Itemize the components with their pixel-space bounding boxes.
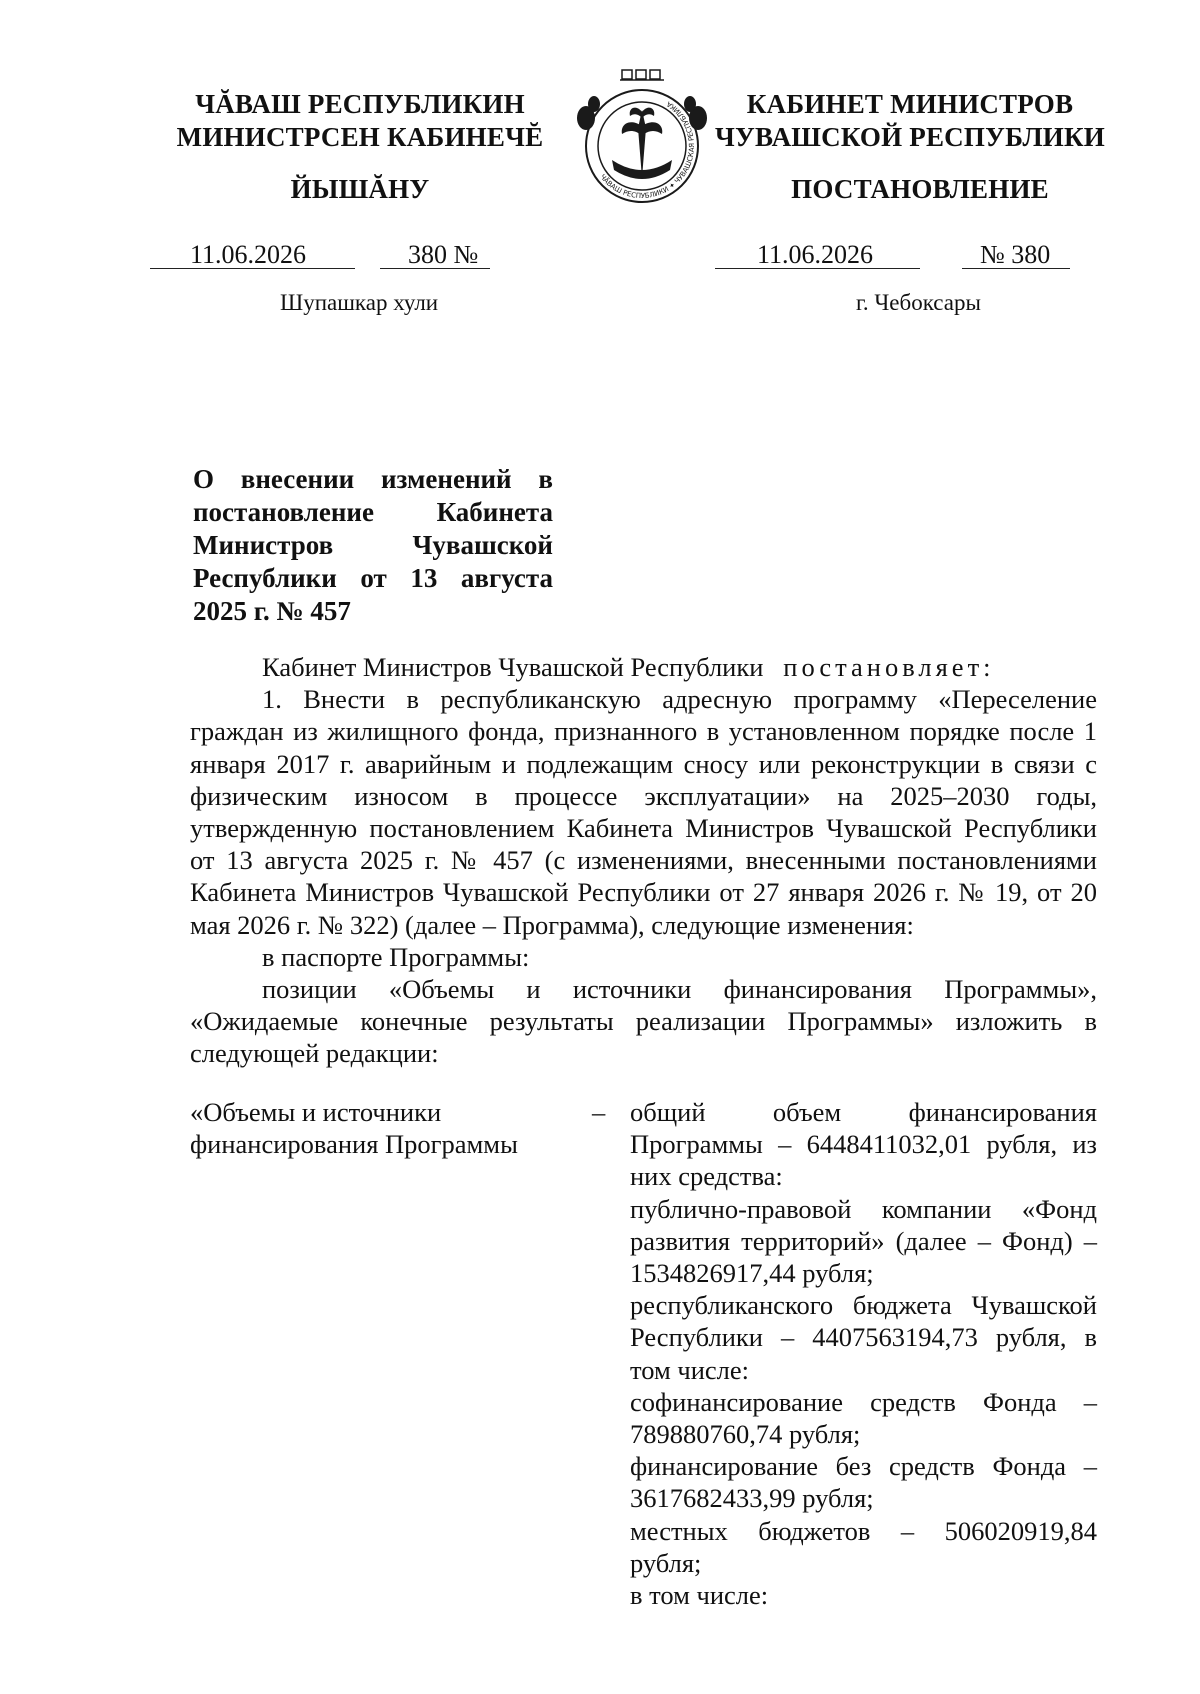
table-right-paragraph: публично-правовой компании «Фонд развития территорий» (далее – Фонд) – 1534826917,44 рубля;	[630, 1193, 1097, 1289]
item-1-paragraph: 1. Внести в республиканскую адресную программу «Переселение граждан из жилищного фонда, признанного в установленном порядке после 1 января 2017 г. аварийным и подлежащим сносу или реконструкции в связи с физическим износом в процессе эксплуатации» на 2025–2030 годы, утвержденную постановлением Кабинета Министров Чувашской Республики от 13 августа 2025 г. № 457 (с изменениями, внесенными постановлениями Кабинета Министров Чувашской Республики от 27 января 2026 г. № 19, от 20 мая 2026 г. № 322) (далее – Программа), следующие изменения:	[190, 684, 1097, 940]
document-subject: О внесении изменений в постановление Кабинета Министров Чувашской Республики от 13 августа 2025 г. № 457	[193, 464, 553, 626]
header-left-line1: ЧĂВАШ РЕСПУБЛИКИН	[195, 89, 525, 119]
intro-verb: постановляет:	[783, 652, 995, 682]
left-date: 11.06.2026	[190, 240, 307, 269]
right-date: 11.06.2026	[757, 240, 874, 269]
svg-text:ЧĂВАШ РЕСПУБЛИКИ ✦ ЧУВАШСКАЯ Р: ЧĂВАШ РЕСПУБЛИКИ ✦ ЧУВАШСКАЯ РЕСПУБЛИКА	[598, 99, 697, 201]
header-left-block	[170, 88, 550, 154]
table-right-paragraph: республиканского бюджета Чувашской Республики – 4407563194,73 рубля, в том числе:	[630, 1290, 1097, 1385]
table-right-paragraph: местных бюджетов – 506020919,84 рубля;	[630, 1515, 1097, 1578]
table-right-paragraph: финансирование без средств Фонда – 3617682433,99 рубля;	[630, 1451, 1097, 1514]
right-place: г. Чебоксары	[856, 290, 981, 315]
header-right-doc-type: ПОСТАНОВЛЕНИЕ	[791, 174, 1049, 204]
right-date-underline	[715, 268, 920, 269]
right-number: № 380	[980, 240, 1051, 269]
table-right-paragraph: в том числе:	[630, 1580, 769, 1611]
document-body	[190, 651, 1097, 1070]
header-left-doc-type: ЙЫШĂНУ	[290, 174, 430, 204]
intro-text: Кабинет Министров Чувашской Республики	[262, 652, 764, 682]
header-right-block	[700, 88, 1120, 154]
table-dash: –	[592, 1097, 606, 1127]
right-number-underline	[962, 268, 1070, 269]
left-number: 380 №	[408, 240, 479, 269]
header-right-line1: КАБИНЕТ МИНИСТРОВ	[746, 89, 1074, 119]
chuvash-coat-of-arms-icon	[572, 68, 712, 208]
header-right-line2: ЧУВАШСКОЙ РЕСПУБЛИКИ	[715, 122, 1105, 152]
left-place: Шупашкар хули	[280, 290, 439, 315]
passport-paragraph: в паспорте Программы:	[262, 941, 530, 972]
table-left-label: «Объемы и источники финансирования Программы	[190, 1097, 518, 1160]
header-left-line2: МИНИСТРСЕН КАБИНЕЧĔ	[176, 122, 544, 152]
table-right-paragraph: софинансирование средств Фонда – 789880760,74 рубля;	[630, 1386, 1097, 1450]
left-date-underline	[150, 268, 355, 269]
table-right-column	[630, 1096, 1097, 1611]
intro-paragraph	[190, 651, 1097, 683]
table-right-paragraph: общий объем финансирования Программы – 6448411032,01 рубля, из них средства:	[630, 1097, 1097, 1192]
left-number-underline	[380, 268, 490, 269]
positions-paragraph: позиции «Объемы и источники финансирования Программы», «Ожидаемые конечные результаты реализации Программы» изложить в следующей редакции:	[190, 974, 1097, 1069]
